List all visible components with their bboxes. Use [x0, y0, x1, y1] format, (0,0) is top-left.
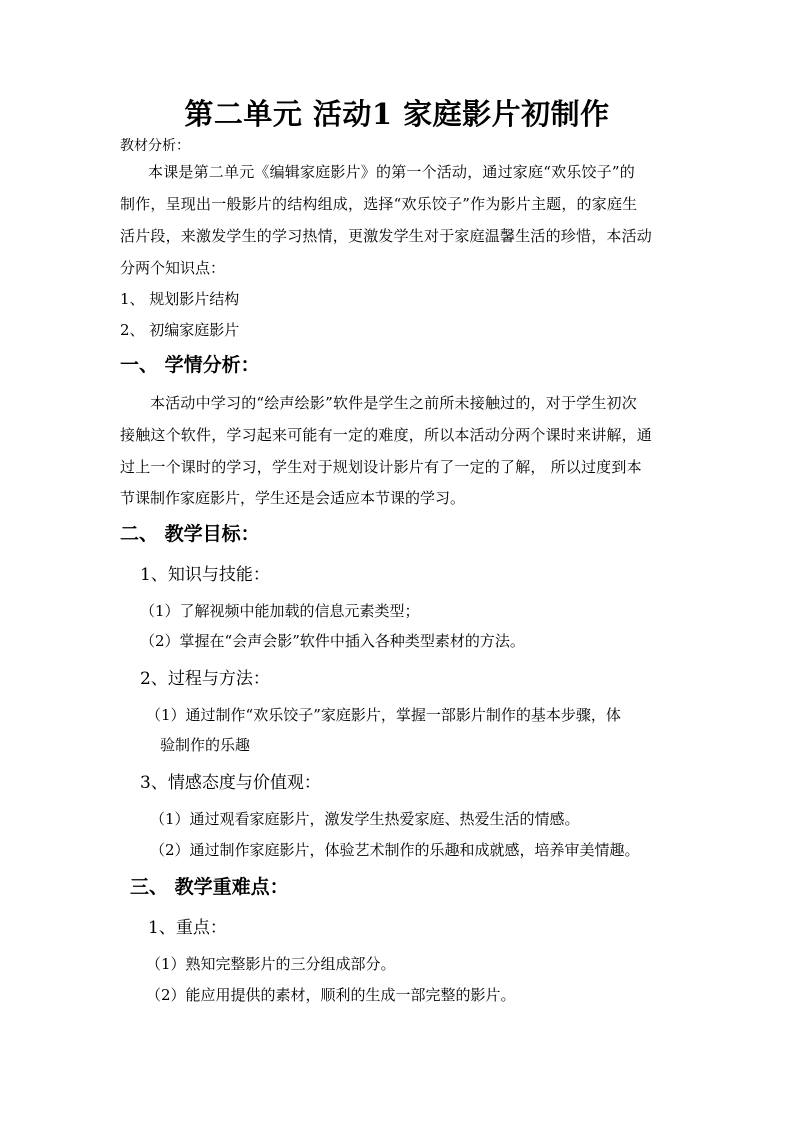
goal-process-heading: 2、过程与方法： [140, 669, 270, 689]
goal-knowledge-heading: 1、知识与技能： [140, 565, 270, 585]
goal-attitude-item-1: （1）通过观看家庭影片，激发学生热爱家庭、热爱生活的情感。 [150, 810, 580, 828]
section-3-heading: 三、 教学重难点： [130, 876, 289, 898]
key-points-heading: 1、重点： [148, 918, 227, 938]
section-1-line-2: 接触这个软件，学习起来可能有一定的难度，所以本活动分两个课时来讲解，通 [120, 426, 653, 444]
material-paragraph-line-2: 制作，呈现出一般影片的结构组成，选择“欢乐饺子”作为影片主题，的家庭生 [120, 195, 638, 213]
material-paragraph-line-1: 本课是第二单元《编辑家庭影片》的第一个活动，通过家庭“欢乐饺子”的 [148, 163, 635, 181]
section-1-heading: 一、 学情分析： [120, 354, 260, 376]
goal-process-item-line-2: 验制作的乐趣 [160, 736, 251, 754]
goal-knowledge-item-2: （2）掌握在“会声会影”软件中插入各种类型素材的方法。 [140, 632, 525, 650]
goal-knowledge-item-1: （1）了解视频中能加载的信息元素类型； [140, 602, 420, 620]
goal-process-item-line-1: （1）通过制作“欢乐饺子”家庭影片，掌握一部影片制作的基本步骤，体 [146, 706, 621, 724]
section-1-line-4: 节课制作家庭影片，学生还是会适应本节课的学习。 [120, 489, 466, 507]
goal-attitude-item-2: （2）通过制作家庭影片，体验艺术制作的乐趣和成就感，培养审美情趣。 [150, 841, 640, 859]
knowledge-point-1: 1、 规划影片结构 [120, 290, 240, 308]
section-1-line-1: 本活动中学习的“绘声绘影”软件是学生之前所未接触过的，对于学生初次 [150, 394, 637, 412]
material-paragraph-line-3: 活片段，来激发学生的学习热情，更激发学生对于家庭温馨生活的珍惜，本活动 [120, 227, 653, 245]
section-1-line-3: 过上一个课时的学习，学生对于规划设计影片有了一定的了解， 所以过度到本 [120, 458, 642, 476]
material-analysis-label: 教材分析： [120, 138, 190, 154]
knowledge-point-2: 2、 初编家庭影片 [120, 321, 240, 339]
key-point-item-2: （2）能应用提供的素材，顺利的生成一部完整的影片。 [146, 986, 516, 1004]
material-paragraph-line-4: 分两个知识点： [120, 259, 226, 277]
key-point-item-1: （1）熟知完整影片的三分组成部分。 [146, 955, 396, 973]
page-title: 第二单元 活动1 家庭影片初制作 [184, 97, 610, 131]
section-2-heading: 二、 教学目标： [120, 523, 260, 545]
goal-attitude-heading: 3、情感态度与价值观： [140, 773, 321, 793]
